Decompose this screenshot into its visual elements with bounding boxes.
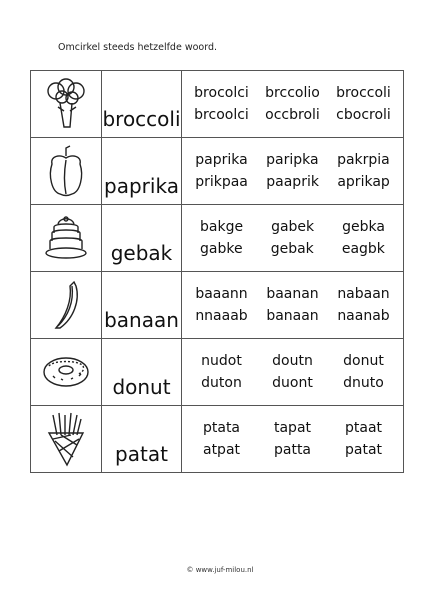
option-word[interactable]: doutn (272, 353, 313, 369)
option-word[interactable]: baanan (266, 286, 319, 302)
target-word: banaan (102, 272, 182, 339)
word-options (182, 205, 404, 272)
word-options (182, 339, 404, 406)
option-word[interactable]: gebka (342, 219, 385, 235)
target-word: donut (102, 339, 182, 406)
option-word[interactable]: atpat (202, 442, 241, 458)
option-word[interactable]: pakrpia (337, 152, 390, 168)
fries-cone-icon (31, 411, 101, 467)
option-word[interactable]: paaprik (266, 174, 319, 190)
option-word[interactable]: ptaat (344, 420, 383, 436)
broccoli-icon (31, 77, 101, 131)
footer-credit: © www.juf-milou.nl (186, 566, 254, 574)
table-row (31, 71, 404, 138)
table-row (31, 406, 404, 473)
option-word[interactable]: dnuto (343, 375, 384, 391)
option-word[interactable]: gebak (270, 241, 314, 257)
donut-icon (31, 352, 101, 392)
option-word[interactable]: occbroli (265, 107, 320, 123)
target-word: paprika (102, 138, 182, 205)
target-word: patat (102, 406, 182, 473)
option-word[interactable]: broccoli (336, 85, 391, 101)
option-word[interactable]: brocolci (194, 85, 249, 101)
table-row (31, 205, 404, 272)
option-word[interactable]: ptata (202, 420, 241, 436)
table-row (31, 339, 404, 406)
word-table (30, 70, 404, 473)
option-word[interactable]: patat (344, 442, 383, 458)
option-word[interactable]: brccolio (265, 85, 320, 101)
instruction-text: Omcirkel steeds hetzelfde woord. (58, 42, 218, 53)
option-word[interactable]: gabek (271, 219, 315, 235)
option-word[interactable]: eagbk (341, 241, 385, 257)
table-row (31, 138, 404, 205)
option-word[interactable]: paripka (266, 152, 319, 168)
option-word[interactable]: bakge (200, 219, 244, 235)
option-word[interactable]: duton (201, 375, 242, 391)
target-word: broccoli (102, 71, 182, 138)
option-word[interactable]: donut (343, 353, 384, 369)
word-options (182, 406, 404, 473)
word-options (182, 138, 404, 205)
option-word[interactable]: cbocroli (336, 107, 391, 123)
option-word[interactable]: banaan (266, 308, 319, 324)
option-word[interactable]: baaann (195, 286, 248, 302)
option-word[interactable]: duont (272, 375, 313, 391)
table-row (31, 272, 404, 339)
banana-icon (31, 278, 101, 332)
option-word[interactable]: brcoolci (194, 107, 249, 123)
target-word: gebak (102, 205, 182, 272)
cake-stack-icon (31, 215, 101, 261)
option-word[interactable]: nudot (201, 353, 242, 369)
option-word[interactable]: aprikap (337, 174, 390, 190)
option-word[interactable]: tapat (273, 420, 312, 436)
word-options (182, 71, 404, 138)
word-options (182, 272, 404, 339)
option-word[interactable]: naanab (337, 308, 390, 324)
bell-pepper-icon (31, 144, 101, 198)
option-word[interactable]: paprika (195, 152, 248, 168)
option-word[interactable]: nnaaab (195, 308, 248, 324)
option-word[interactable]: gabke (200, 241, 243, 257)
option-word[interactable]: patta (273, 442, 312, 458)
option-word[interactable]: prikpaa (195, 174, 248, 190)
option-word[interactable]: nabaan (337, 286, 390, 302)
